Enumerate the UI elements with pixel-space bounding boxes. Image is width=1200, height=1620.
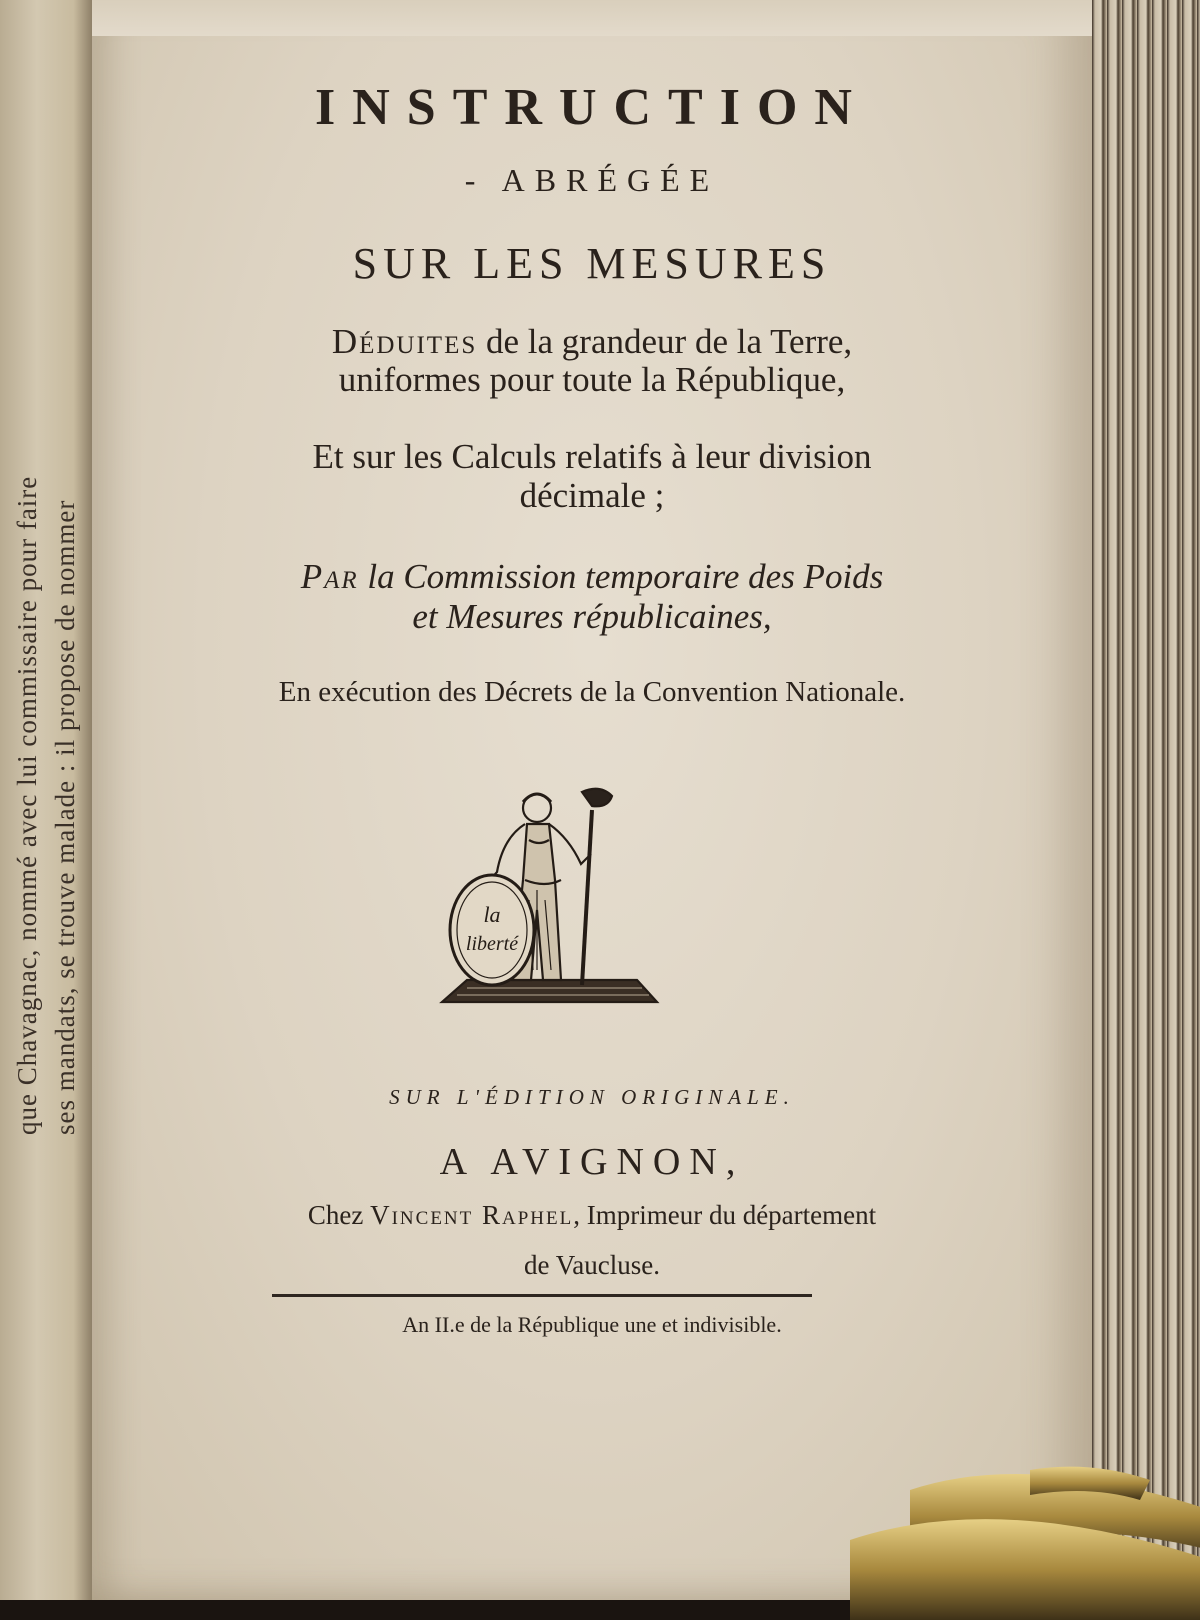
facing-page-strip (0, 0, 92, 1600)
torn-page-top (92, 0, 1132, 36)
publisher-prefix: Chez (307, 1200, 371, 1230)
vignette-label-2: liberté (465, 933, 519, 955)
vignette-label-1: la (483, 902, 501, 927)
paragraph-3-line-1 (92, 557, 1092, 597)
imprint-city: A AVIGNON, (439, 1141, 745, 1183)
liberty-vignette (437, 780, 667, 1010)
title-main: INSTRUCTION (315, 79, 869, 136)
edition-note: SUR L'ÉDITION ORIGINALE. (389, 1085, 795, 1109)
page-edges (1092, 0, 1200, 1600)
title-subject: SUR LES MESURES (352, 239, 832, 288)
spine-text-line: ses mandats, se trouve malade : il propose de nommer (50, 499, 80, 1135)
publisher-name: Vincent Raphel (370, 1200, 574, 1230)
title-page (92, 0, 1092, 1600)
paragraph-4: En exécution des Décrets de la Convention Nationale. (278, 676, 906, 708)
paragraph-3-rest: la Commission temporaire des Poids (358, 557, 884, 596)
paragraph-1-lead: Déduites (331, 322, 478, 361)
paragraph-3-lead: Par (300, 557, 359, 596)
paragraph-1-line-1 (92, 322, 1092, 362)
paragraph-2-line-1: Et sur les Calculs relatifs à leur division (312, 437, 872, 476)
imprint-rule (272, 1294, 812, 1297)
paragraph-2-line-2: décimale ; (519, 476, 665, 515)
title-sub: - ABRÉGÉE (464, 162, 720, 198)
publisher-line-1 (92, 1200, 1092, 1231)
paragraph-3-line-2: et Mesures républicaines, (412, 597, 772, 636)
spine-text-line: que Chavagnac, nommé avec lui commissaire pour faire (12, 475, 42, 1135)
publisher-line-2: de Vaucluse. (524, 1250, 660, 1280)
brass-clip (850, 1450, 1200, 1620)
publisher-rest: , Imprimeur du département (573, 1200, 877, 1230)
imprint-year: An II.e de la République une et indivisible. (402, 1312, 782, 1337)
paragraph-1-line-2: uniformes pour toute la République, (338, 360, 846, 399)
paragraph-1-rest: de la grandeur de la Terre, (477, 322, 853, 361)
